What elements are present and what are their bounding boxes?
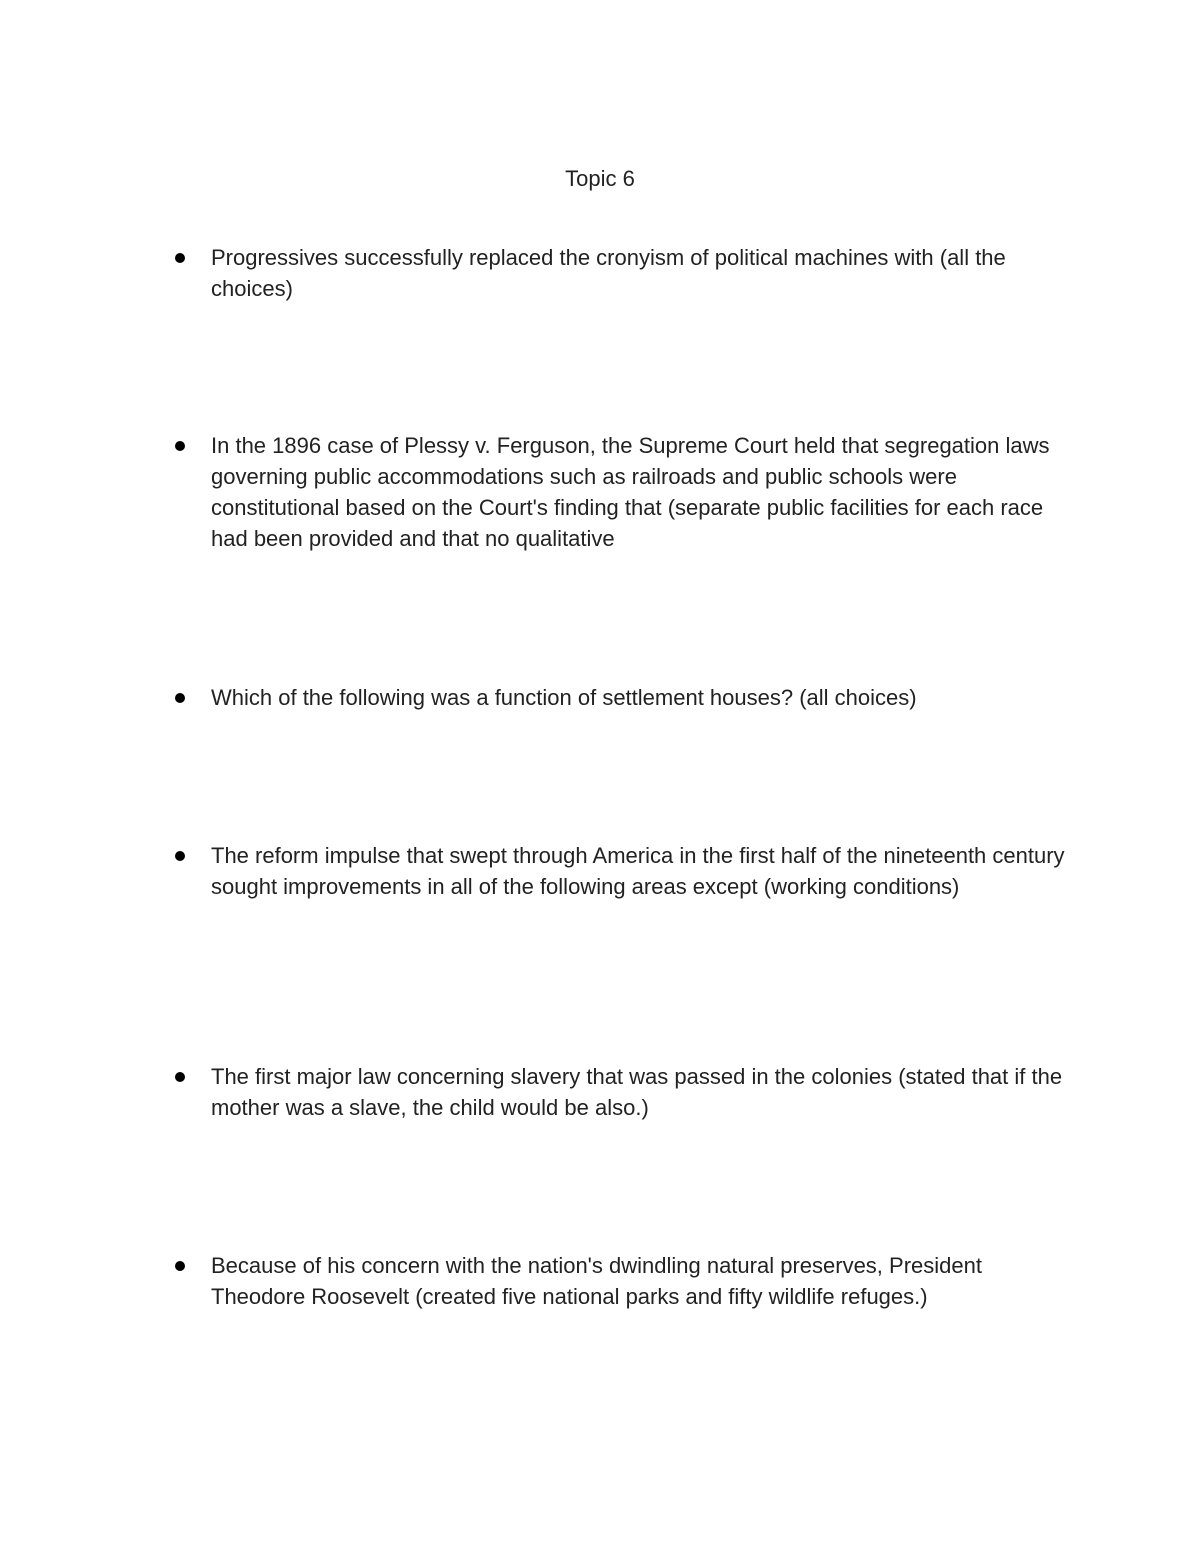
list-item-text: Progressives successfully replaced the cronyism of political machines with (all the choices) bbox=[211, 245, 1006, 301]
bullet-icon bbox=[175, 253, 185, 263]
bullet-icon bbox=[175, 693, 185, 703]
list-item bbox=[211, 682, 1081, 713]
page-title: Topic 6 bbox=[565, 166, 635, 191]
list-item bbox=[211, 430, 1081, 554]
bullet-icon bbox=[175, 1072, 185, 1082]
list-item-text: The reform impulse that swept through America in the first half of the nineteenth century sought improvements in all of the following areas except (working conditions) bbox=[211, 843, 1065, 899]
list-item-text: In the 1896 case of Plessy v. Ferguson, the Supreme Court held that segregation laws governing public accommodations such as railroads and public schools were constitutional based on the Court's finding that (separate public facilities for each race had been provided and that no qualitative bbox=[211, 433, 1050, 551]
bullet-icon bbox=[175, 851, 185, 861]
list-item bbox=[211, 242, 1081, 304]
bullet-icon bbox=[175, 441, 185, 451]
list-item bbox=[211, 1250, 1081, 1312]
bullet-icon bbox=[175, 1261, 185, 1271]
list-item bbox=[211, 1061, 1081, 1123]
list-item-text: Which of the following was a function of settlement houses? (all choices) bbox=[211, 685, 917, 710]
list-item-text: Because of his concern with the nation's dwindling natural preserves, President Theodore Roosevelt (created five national parks and fifty wildlife refuges.) bbox=[211, 1253, 982, 1309]
list-item-text: The first major law concerning slavery that was passed in the colonies (stated that if the mother was a slave, the child would be also.) bbox=[211, 1064, 1063, 1120]
list-item bbox=[211, 840, 1081, 902]
